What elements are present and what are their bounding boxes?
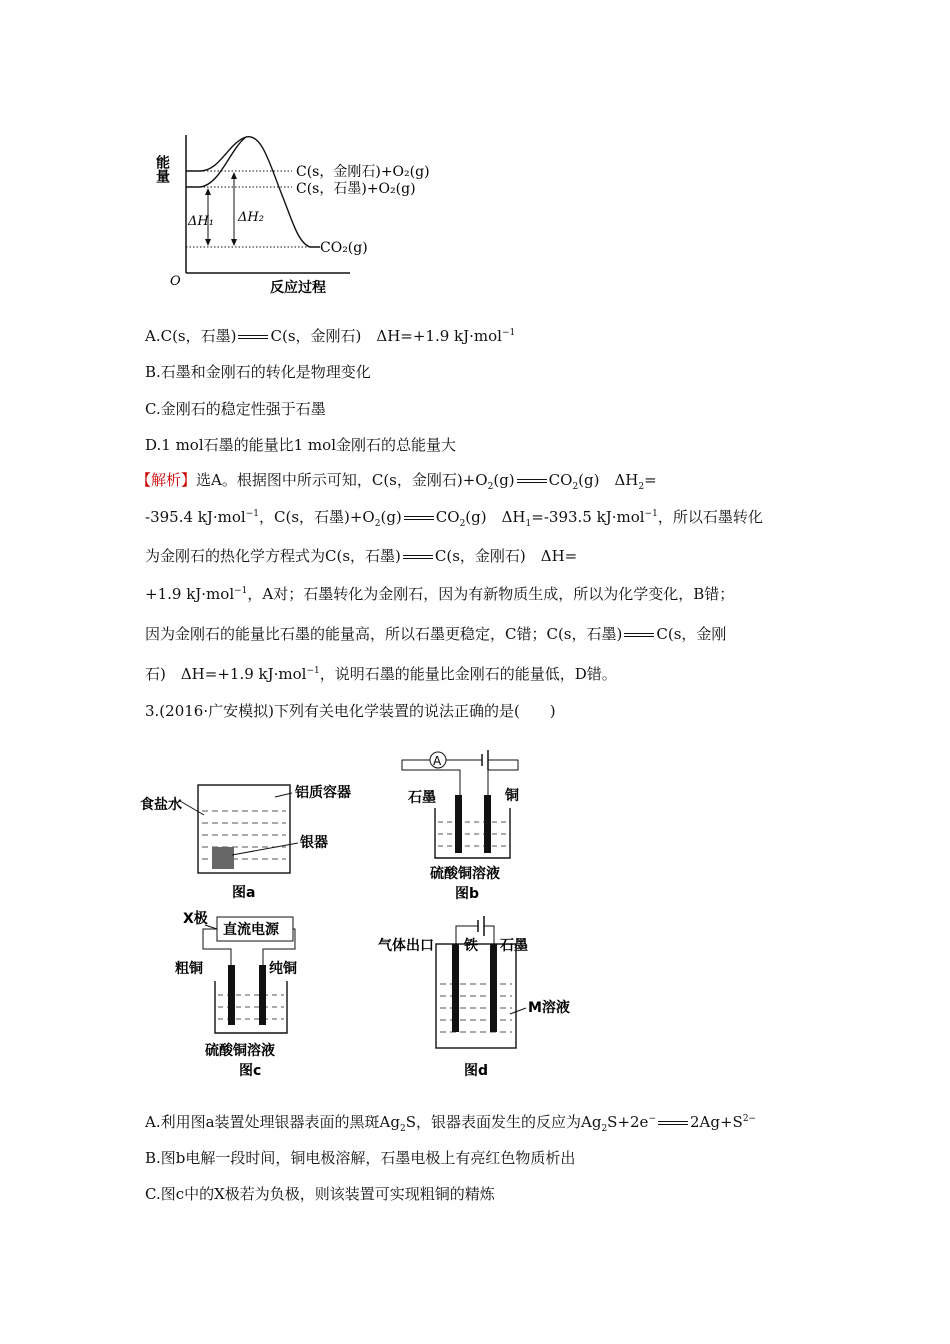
analysis-line-3: 为金刚石的热化学方程式为C(s，石墨) C(s，金刚石) ΔH= [145, 547, 578, 565]
gas-outlet-label: 气体出口 [378, 938, 434, 954]
pure-copper-label: 纯铜 [269, 961, 297, 977]
dh2-label: ΔH₂ [238, 210, 264, 225]
salt-water-label: 食盐水 [140, 797, 182, 813]
option-3c: C.图c中的X极若为负极，则该装置可实现粗铜的精炼 [145, 1185, 495, 1203]
aluminum-container-label: 铝质容器 [295, 785, 351, 801]
origin-label: O [170, 274, 181, 289]
figure-a [140, 775, 370, 910]
graphite-electrode-label: 石墨 [408, 790, 436, 806]
analysis-line-6: 石) ΔH=+1.9 kJ·mol$^{-1}$，说明石墨的能量比金刚石的能量低，D错。 [145, 665, 617, 683]
figure-d [378, 910, 593, 1080]
graphite-electrode-label-d: 石墨 [500, 938, 528, 954]
analysis-tag: 【解析】 [136, 471, 197, 489]
dh1-label: ΔH₁ [188, 214, 214, 229]
figure-b-label: 图b [455, 886, 480, 902]
analysis-line-5: 因为金刚石的能量比石墨的能量高，所以石墨更稳定，C错；C(s，石墨) C(s，金刚 [145, 625, 727, 643]
energy-diagram [154, 125, 430, 300]
option-2c: C.金刚石的稳定性强于石墨 [145, 400, 326, 418]
figure-a-label: 图a [232, 885, 256, 901]
silver-label: 银器 [300, 835, 328, 851]
co2-level-label: CO₂(g) [320, 240, 368, 256]
copper-sulfate-label: 硫酸铜溶液 [430, 866, 500, 882]
option-2a: A.C(s，石墨) C(s，金刚石) ΔH=+1.9 kJ·mol$^{-1}$ [145, 327, 516, 345]
option-2b: B.石墨和金刚石的转化是物理变化 [145, 363, 371, 381]
crude-copper-label: 粗铜 [175, 961, 203, 977]
option-3b: B.图b电解一段时间，铜电极溶解，石墨电极上有亮红色物质析出 [145, 1149, 576, 1167]
x-axis-label: 反应过程 [270, 280, 326, 296]
figure-b [400, 740, 550, 905]
copper-sulfate-label-c: 硫酸铜溶液 [205, 1043, 275, 1059]
analysis-line-1: 【解析】选A。根据图中所示可知，C(s，金刚石)$+O_2(g)$ $CO_2(g)$ $\Delta H_2=$ [136, 471, 657, 492]
figure-c-label: 图c [239, 1063, 262, 1079]
iron-electrode-label: 铁 [464, 938, 478, 954]
figure-c [165, 907, 325, 1077]
ammeter-label: A [433, 754, 442, 768]
x-electrode-label: X极 [183, 911, 208, 927]
analysis-line-2: -395.4 kJ·mol$^{-1}$，C(s，石墨)$+O_2(g)$ $CO_2(g)$ $\Delta H_1=-393.5$ kJ·mol$^{-1}$，所以石墨转化 [145, 508, 763, 529]
m-solution-label: M溶液 [528, 1000, 570, 1016]
copper-electrode-label: 铜 [505, 788, 519, 804]
y-axis-label: 能量 [154, 155, 170, 183]
analysis-line-4: +1.9 kJ·mol$^{-1}$，A对；石墨转化为金刚石，因为有新物质生成，所以为化学变化，B错； [145, 585, 735, 603]
question-3-stem: 3.(2016·广安模拟)下列有关电化学装置的说法正确的是( ) [145, 702, 556, 720]
option-3a: A.利用图a装置处理银器表面的黑斑$Ag_2S$，银器表面发生的反应为$Ag_2S+2e^-$ $2Ag+S^{2-}$ [145, 1113, 757, 1134]
option-2d: D.1 mol石墨的能量比1 mol金刚石的总能量大 [145, 436, 456, 454]
graphite-level-label: C(s，石墨)+O₂(g) [296, 181, 416, 197]
dc-power-label: 直流电源 [223, 922, 279, 938]
diamond-level-label: C(s，金刚石)+O₂(g) [296, 164, 430, 180]
figure-d-label: 图d [464, 1063, 489, 1079]
